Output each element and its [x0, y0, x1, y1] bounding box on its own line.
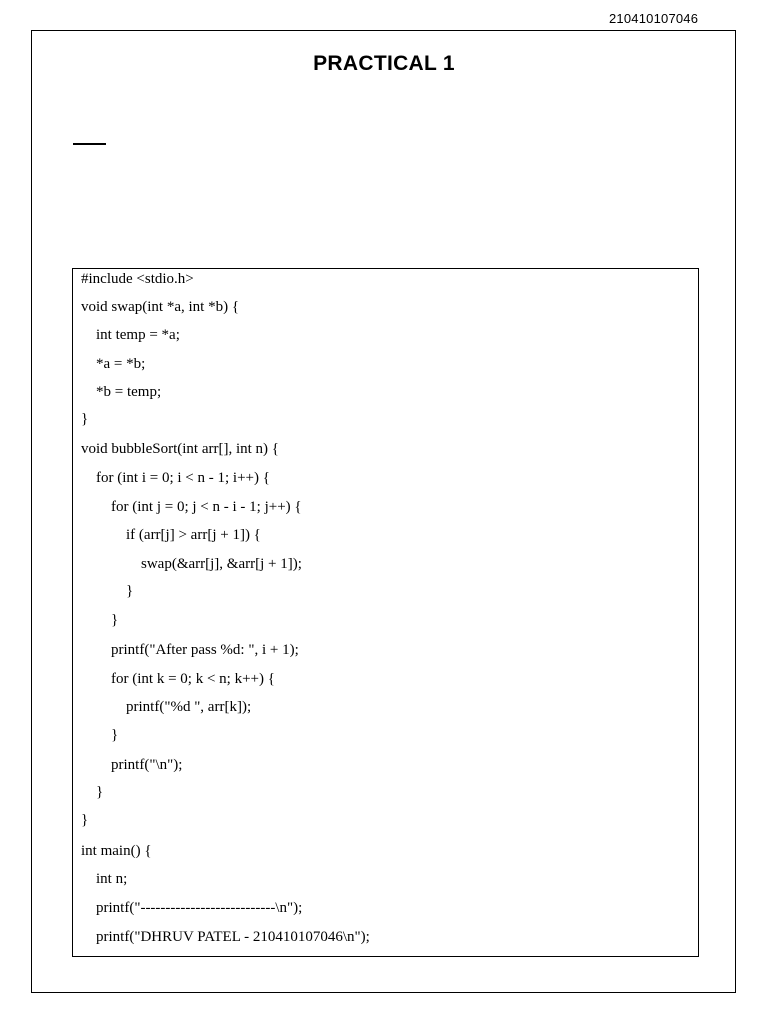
code-line: printf("After pass %d: ", i + 1);	[81, 642, 299, 658]
aim-underline	[73, 143, 106, 145]
code-line: }	[81, 784, 104, 800]
code-line: for (int j = 0; j < n - i - 1; j++) {	[81, 499, 302, 515]
code-line: for (int i = 0; i < n - 1; i++) {	[81, 470, 270, 486]
code-line: }	[81, 583, 134, 599]
page-title: PRACTICAL 1	[313, 52, 455, 75]
code-line: }	[81, 727, 119, 743]
code-line: void swap(int *a, int *b) {	[81, 299, 240, 315]
code-line: #include <stdio.h>	[81, 271, 194, 287]
header-student-id: 210410107046	[609, 11, 699, 26]
code-line: if (arr[j] > arr[j + 1]) {	[81, 527, 261, 543]
code-line: printf("---------------------------\n");	[81, 900, 303, 916]
code-line: *a = *b;	[81, 356, 146, 372]
code-box	[72, 268, 699, 957]
code-line: int main() {	[81, 843, 152, 859]
code-line: int temp = *a;	[81, 327, 180, 343]
code-line: }	[81, 612, 119, 628]
code-line: printf("\n");	[81, 757, 183, 773]
code-line: int n;	[81, 871, 128, 887]
code-line: *b = temp;	[81, 384, 162, 400]
code-line: }	[81, 411, 89, 427]
code-line: printf("DHRUV PATEL - 210410107046\n");	[81, 929, 370, 945]
code-line: for (int k = 0; k < n; k++) {	[81, 671, 275, 687]
code-line: }	[81, 812, 89, 828]
code-line: swap(&arr[j], &arr[j + 1]);	[81, 556, 302, 572]
code-line: void bubbleSort(int arr[], int n) {	[81, 441, 279, 457]
code-line: printf("%d ", arr[k]);	[81, 699, 252, 715]
